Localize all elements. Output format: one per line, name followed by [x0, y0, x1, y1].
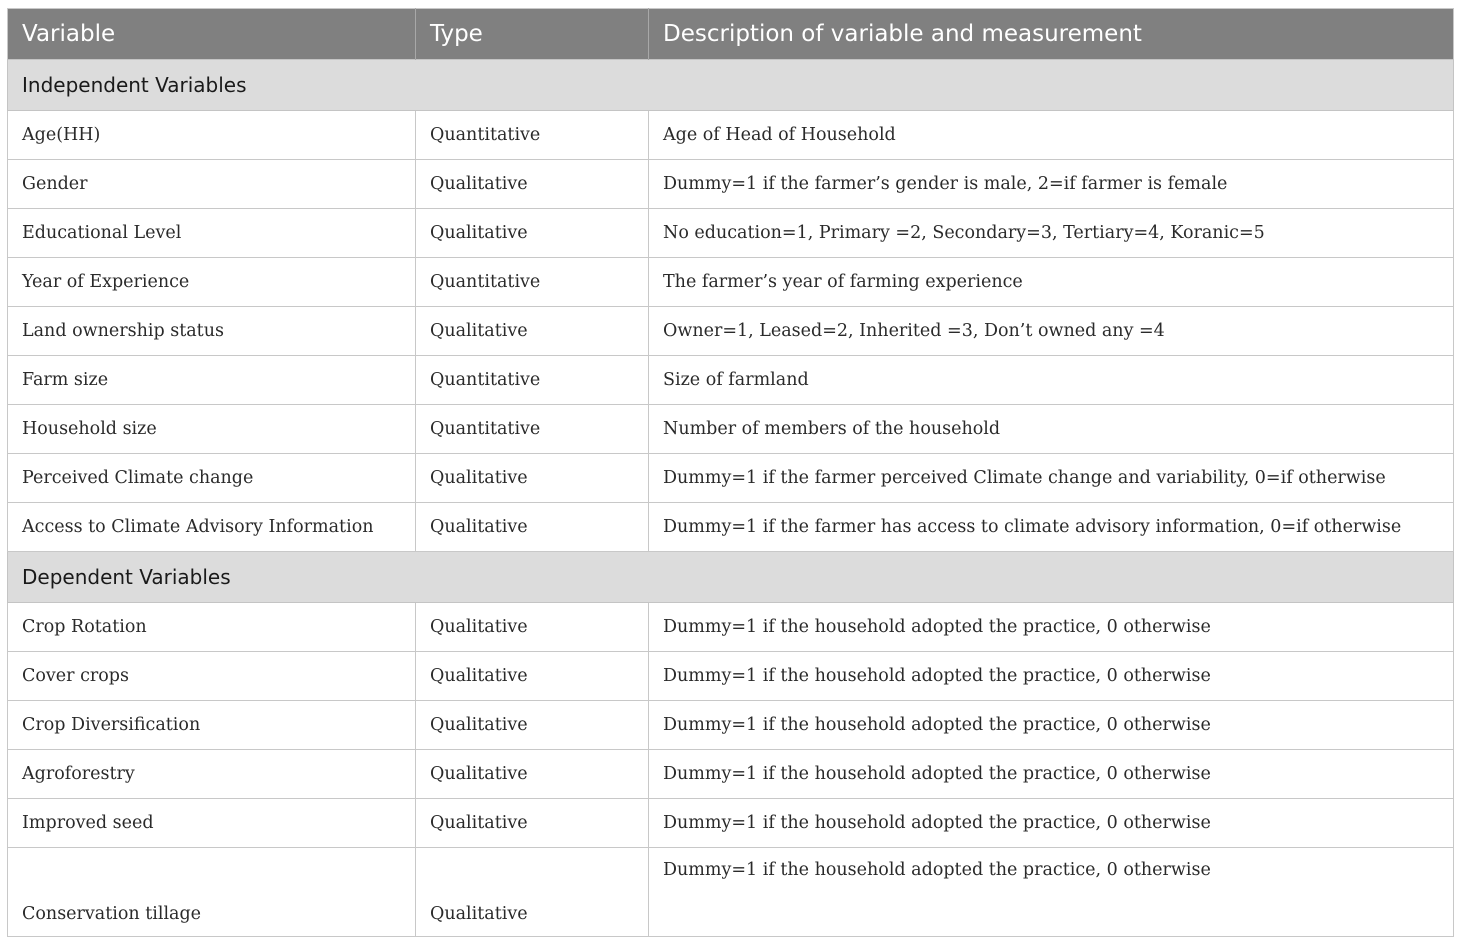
cell-description: Owner=1, Leased=2, Inherited =3, Don’t owned any =4 — [649, 307, 1454, 356]
cell-type: Quantitative — [416, 405, 649, 454]
cell-description: Dummy=1 if the household adopted the practice, 0 otherwise — [649, 603, 1454, 652]
table-row — [8, 799, 1454, 848]
section-header-row — [8, 552, 1454, 603]
cell-description: Dummy=1 if the household adopted the practice, 0 otherwise — [649, 848, 1454, 937]
cell-variable: Conservation tillage — [8, 848, 416, 937]
cell-type: Qualitative — [416, 652, 649, 701]
cell-type: Qualitative — [416, 750, 649, 799]
cell-variable: Improved seed — [8, 799, 416, 848]
cell-type: Qualitative — [416, 603, 649, 652]
section-title: Dependent Variables — [8, 552, 1454, 603]
cell-type: Qualitative — [416, 307, 649, 356]
table-row — [8, 750, 1454, 799]
cell-variable: Household size — [8, 405, 416, 454]
cell-type: Qualitative — [416, 848, 649, 937]
variables-table-container — [7, 8, 1453, 937]
cell-type: Qualitative — [416, 160, 649, 209]
cell-variable: Agroforestry — [8, 750, 416, 799]
cell-description: No education=1, Primary =2, Secondary=3, Tertiary=4, Koranic=5 — [649, 209, 1454, 258]
cell-variable: Access to Climate Advisory Information — [8, 503, 416, 552]
table-row — [8, 356, 1454, 405]
cell-description: Size of farmland — [649, 356, 1454, 405]
section-title: Independent Variables — [8, 60, 1454, 111]
cell-type: Qualitative — [416, 701, 649, 750]
table-row — [8, 848, 1454, 937]
cell-type: Qualitative — [416, 799, 649, 848]
cell-variable: Educational Level — [8, 209, 416, 258]
cell-description: Number of members of the household — [649, 405, 1454, 454]
cell-description: Dummy=1 if the farmer has access to climate advisory information, 0=if otherwise — [649, 503, 1454, 552]
table-row — [8, 111, 1454, 160]
cell-type: Quantitative — [416, 258, 649, 307]
cell-variable: Crop Diversification — [8, 701, 416, 750]
cell-variable: Cover crops — [8, 652, 416, 701]
cell-description: Dummy=1 if the household adopted the practice, 0 otherwise — [649, 701, 1454, 750]
header-row — [8, 9, 1454, 60]
table-row — [8, 258, 1454, 307]
cell-type: Quantitative — [416, 356, 649, 405]
cell-type: Qualitative — [416, 209, 649, 258]
table-row — [8, 603, 1454, 652]
cell-variable: Gender — [8, 160, 416, 209]
table-row — [8, 652, 1454, 701]
variables-table — [7, 8, 1454, 937]
table-row — [8, 160, 1454, 209]
cell-variable: Farm size — [8, 356, 416, 405]
table-row — [8, 209, 1454, 258]
cell-variable: Year of Experience — [8, 258, 416, 307]
table-body — [8, 60, 1454, 937]
cell-description: Dummy=1 if the household adopted the practice, 0 otherwise — [649, 799, 1454, 848]
table-row — [8, 701, 1454, 750]
column-header-variable: Variable — [8, 9, 416, 60]
table-row — [8, 405, 1454, 454]
cell-description: Dummy=1 if the household adopted the practice, 0 otherwise — [649, 750, 1454, 799]
cell-description: Dummy=1 if the farmer perceived Climate change and variability, 0=if otherwise — [649, 454, 1454, 503]
column-header-description: Description of variable and measurement — [649, 9, 1454, 60]
cell-description: The farmer’s year of farming experience — [649, 258, 1454, 307]
cell-variable: Land ownership status — [8, 307, 416, 356]
section-header-row — [8, 60, 1454, 111]
column-header-type: Type — [416, 9, 649, 60]
table-header — [8, 9, 1454, 60]
cell-type: Qualitative — [416, 503, 649, 552]
cell-description: Dummy=1 if the farmer’s gender is male, 2=if farmer is female — [649, 160, 1454, 209]
cell-variable: Crop Rotation — [8, 603, 416, 652]
cell-variable: Perceived Climate change — [8, 454, 416, 503]
cell-type: Quantitative — [416, 111, 649, 160]
cell-type: Qualitative — [416, 454, 649, 503]
table-row — [8, 307, 1454, 356]
cell-description: Dummy=1 if the household adopted the practice, 0 otherwise — [649, 652, 1454, 701]
cell-description: Age of Head of Household — [649, 111, 1454, 160]
cell-variable: Age(HH) — [8, 111, 416, 160]
table-row — [8, 503, 1454, 552]
table-row — [8, 454, 1454, 503]
